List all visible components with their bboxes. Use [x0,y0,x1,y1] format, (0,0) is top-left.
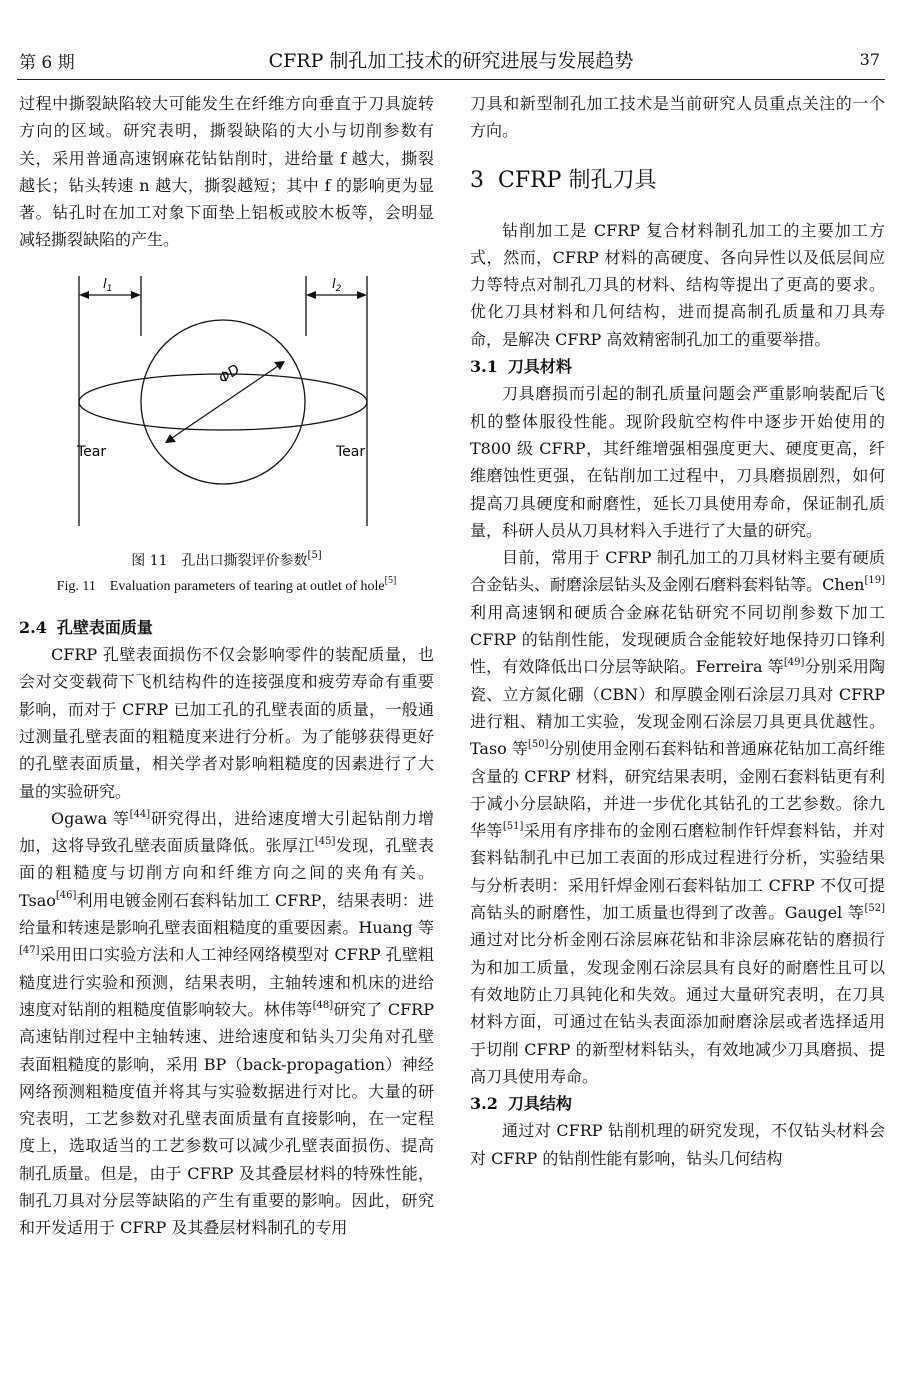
running-title: CFRP 制孔加工技术的研究进展与发展趋势 [268,50,634,72]
figure-11 [19,276,434,544]
figure-caption-en: Fig. 11 Evaluation parameters of tearing at outlet of hole[5] [56,575,397,594]
figure-caption-cn: 图 11 孔出口撕裂评价参数[5] [131,550,322,569]
section-heading-3-1: 3.1 刀具材料 [470,357,572,377]
section-heading-2-4: 2.4 孔壁表面质量 [19,617,153,637]
chapter-heading-3: 3 CFRP 制孔刀具 [470,167,657,193]
right-paragraph-4: 目前，常用于 CFRP 制孔加工的刀具材料主要有硬质合金钻头、耐磨涂层钻头及金刚石磨料套料钻等。Chen[19]利用高速钢和硬质合金麻花钻研究不同切削参数下加工 CFRP 的钻削性能，发现硬质合金能较好地保持刃口锋利性，有效降低出口分层等缺陷。Ferreira 等[49]分别采用陶瓷、立方氮化硼（CBN）和厚膜金刚石涂层刀具对 CFRP 进行粗、精加工实验，发现金刚石涂层刀具更具优越性。Taso 等[50]分别使用金刚石套料钻和普通麻花钻加工高纤维含量的 CFRP 材料，研究结果表明，金刚石套料钻更有利于减小分层缺陷，并进一步优化其钻孔的工艺参数。徐九华等[51]采用有序排布的金刚石磨粒制作钎焊套料钻，并对套料钻制孔中已加工表面的形成过程进行分析，实验结果与分析表明：采用钎焊金刚石套料钻加工 CFRP 不仅可提高钻头的耐磨性，加工质量也得到了改善。Gaugel 等[52]通过对比分析金刚石涂层麻花钻和非涂层麻花钻的磨损行为和加工质量，发现金刚石涂层具有良好的耐磨性且可以有效地防止刀具钝化和失效。通过大量研究表明，在刀具材料方面，可通过在钻头表面添加耐磨涂层或者选择适用于切削 CFRP 的新型材料钻头，有效地减少刀具磨损、提高刀具使用寿命。 [470,548,885,1086]
header-rule [17,79,885,80]
right-column [470,90,885,1172]
right-paragraph-1: 刀具和新型制孔加工技术是当前研究人员重点关注的一个方向。 [470,94,885,141]
journal-issue: 第 6 期 [19,53,75,73]
label-l2: $l_2$ [332,276,342,294]
left-paragraph-1: 过程中撕裂缺陷较大可能发生在纤维方向垂直于刀具旋转方向的区域。研究表明，撕裂缺陷的大小与切削参数有关，采用普通高速钢麻花钻钻削时，进给量 f 越大，撕裂越长；钻头转速 n 越大，撕裂越短；其中 f 的影响更为显著。钻孔时在加工对象下面垫上铝板或胶木板等，会明显减轻撕裂缺陷的产生。 [19,94,434,250]
label-tear-right: Tear [336,443,366,460]
left-column [19,90,434,1242]
right-paragraph-3: 刀具磨损而引起的制孔质量问题会严重影响装配后飞机的整体服役性能。现阶段航空构件中逐步开始使用的 T800 级 CFRP，其纤维增强相强度更大、硬度更高，纤维磨蚀性更强，在钻削加工过程中，刀具磨损剧烈，如何提高刀具硬度和耐磨性，延长刀具使用寿命，保证制孔质量，科研人员从刀具材料入手进行了大量的研究。 [470,384,885,540]
left-paragraph-2: CFRP 孔壁表面损伤不仅会影响零件的装配质量，也会对交变载荷下飞机结构件的连接强度和疲劳寿命有重要影响，而对于 CFRP 已加工孔的孔壁表面的质量，一般通过测量孔壁表面的粗糙度来进行分析。为了能够获得更好的孔壁表面质量，相关学者对影响粗糙度的因素进行了大量的实验研究。 [19,645,434,801]
label-l1: $l_1$ [103,276,113,294]
left-paragraph-3: Ogawa 等[44]研究得出，进给速度增大引起钻削力增加，这将导致孔壁表面质量降低。张厚江[45]发现，孔壁表面的粗糙度与切削方向和纤维方向之间的夹角有关。Tsao[46]利用电镀金刚石套料钻加工 CFRP，结果表明：进给量和转速是影响孔壁表面粗糙度的重要因素。Huang 等[47]采用田口实验方法和人工神经网络模型对 CFRP 孔壁粗糙度进行实验和预测，结果表明，主轴转速和机床的进给速度对钻削的粗糙度值影响较大。林伟等[48]研究了 CFRP 高速钻削过程中主轴转速、进给速度和钻头刀尖角对孔壁表面粗糙度的影响，采用 BP（back-propagation）神经网络预测粗糙度值并将其与实验数据进行对比。大量的研究表明，工艺参数对孔壁表面质量有直接影响，在一定程度上，选取适当的工艺参数可以减少孔壁表面损伤、提高制孔质量。但是，由于 CFRP 及其叠层材料的特殊性能，制孔刀具对分层等缺陷的产生有重要的影响。因此，研究和开发适用于 CFRP 及其叠层材料制孔的专用 [19,808,434,1238]
right-paragraph-2: 钻削加工是 CFRP 复合材料制孔加工的主要加工方式，然而，CFRP 材料的高硬度、各向异性以及低层间应力等特点对制孔刀具的材料、结构等提出了更高的要求。优化刀具材料和几何结构，进而提高制孔质量和刀具寿命，是解决 CFRP 高效精密制孔加工的重要举措。 [470,220,885,349]
page-header [0,0,902,82]
label-tear-left: Tear [77,443,107,460]
label-diameter: ΦD [215,361,243,387]
section-heading-3-2: 3.2 刀具结构 [470,1094,572,1114]
page-number: 37 [859,50,880,69]
right-paragraph-5: 通过对 CFRP 钻削机理的研究发现，不仅钻头材料会对 CFRP 的钻削性能有影响，钻头几何结构 [470,1121,885,1168]
tearing-diagram [19,276,434,544]
